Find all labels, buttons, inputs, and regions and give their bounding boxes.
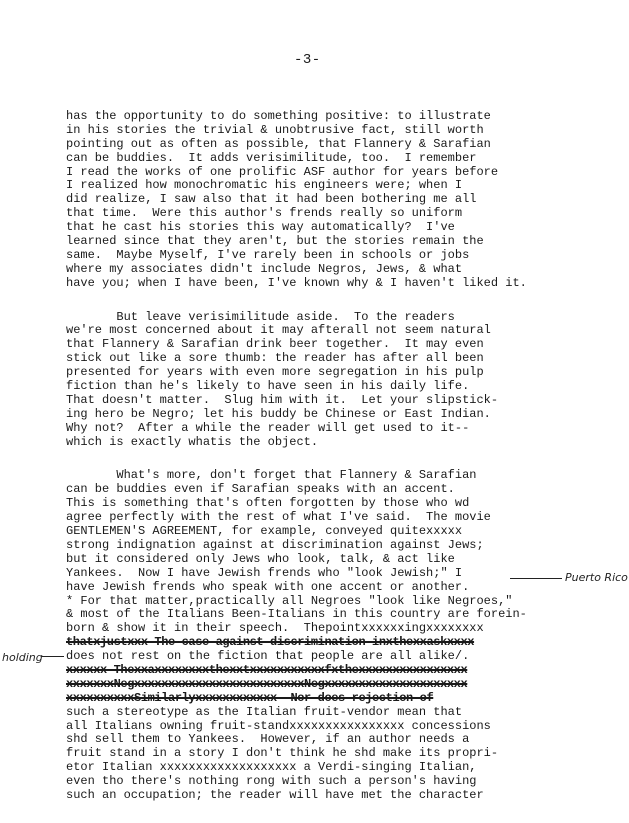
text-line: xxxxxxxxxxSimilarlyxxxxxxxxxxxx Nor does rejection of [66, 690, 434, 705]
text-line: I realized how monochromatic his engineers were; when I [66, 178, 463, 193]
text-line: * For that matter,practically all Negroes "look like Negroes," [66, 593, 513, 608]
text-line: did realize, I saw also that it had been bothering me all [66, 192, 477, 207]
text-line: xxxxxx Thexxaxxxxxxxxthexxtxxxxxxxxxxxfxthexxxxxxxxxxxxxxxx [66, 662, 468, 677]
text-line: even tho there's nothing rong with such a person's having [66, 774, 477, 789]
text-line: learned since that they aren't, but the stories remain the [66, 234, 484, 249]
text-line: fruit stand in a story I don't think he shd make its propri- [66, 746, 499, 761]
text-line: that time. Were this author's frends really so uniform [66, 206, 463, 221]
text-line: strong indignation against at discrimination against Jews; [66, 537, 484, 552]
text-line: same. Maybe Myself, I've rarely been in schools or jobs [66, 247, 470, 262]
text-line: fiction than he's likely to have seen in his daily life. [66, 379, 470, 394]
text-line: I read the works of one prolific ASF author for years before [66, 164, 499, 179]
text-line: That doesn't matter. Slug him with it. Let your slipstick- [66, 392, 499, 407]
text-line: etor Italian xxxxxxxxxxxxxxxxxxx a Verdi-singing Italian, [66, 760, 477, 775]
handwritten-margin-note-left: holding [2, 651, 43, 664]
text-line: xxxxxxxNegxxxxxxxxxxxxxxxxxxxxxxxxxNegxxxxxxxxxxxxxxxxxxxxx [66, 676, 468, 691]
text-line: shd sell them to Yankees. However, if an author needs a [66, 732, 470, 747]
page-number: -3- [294, 52, 321, 68]
text-line: can be buddies even if Sarafian speaks with an accent. [66, 482, 455, 497]
text-line: but it considered only Jews who look, talk, & act like [66, 551, 455, 566]
insertion-caret-line [510, 578, 562, 579]
text-line: does not rest on the fiction that people are all alike/. [66, 649, 470, 664]
text-line: that Flannery & Sarafian drink beer together. It may even [66, 337, 484, 352]
text-line: has the opportunity to do something positive: to illustrate [66, 109, 491, 123]
text-line: all Italians owning fruit-standxxxxxxxxxxxxxxxx concessions [66, 718, 491, 733]
text-line: presented for years with even more segregation in his pulp [66, 365, 484, 380]
text-line: which is exactly whatis the object. [66, 434, 319, 449]
text-line: & most of the Italians Been-Italians in this country are forein- [66, 607, 527, 622]
text-line: we're most concerned about it may afterall not seem natural [66, 323, 491, 338]
text-line: born & show it in their speech. Thepointxxxxxxingxxxxxxxx [66, 621, 484, 636]
text-line: have Jewish frends who speak with one accent or another. [66, 579, 470, 594]
text-line: such a stereotype as the Italian fruit-vendor mean that [66, 704, 463, 719]
text-line: This is something that's often forgotten by those who wd [66, 496, 470, 511]
text-line: that he cast his stories this way automatically? I've [66, 220, 455, 235]
text-line: pointing out as often as possible, that Flannery & Sarafian [66, 136, 491, 151]
text-line: can be buddies. It adds verisimilitude, too. I remember [66, 150, 477, 165]
handwritten-margin-note-right: Puerto Rico [565, 571, 628, 584]
text-line: have you; when I have been, I've known why & I haven't liked it. [66, 275, 527, 290]
text-line: Yankees. Now I have Jewish frends who "look Jewish;" I [66, 565, 463, 580]
text-line: But leave verisimilitude aside. To the readers [66, 309, 455, 324]
text-line: GENTLEMEN'S AGREEMENT, for example, conveyed quitexxxxx [66, 524, 463, 539]
text-line: in his stories the trivial & unobtrusive fact, still worth [66, 122, 484, 137]
text-line: agree perfectly with the rest of what I've said. The movie [66, 510, 491, 525]
text-line: Why not? After a while the reader will get used to it-- [66, 420, 470, 435]
paragraph [66, 110, 586, 291]
text-line: stick out like a sore thumb: the reader has after all been [66, 351, 484, 366]
text-line: What's more, don't forget that Flannery & Sarafian [66, 468, 477, 483]
paragraph [66, 469, 586, 802]
typewritten-letter-body [66, 110, 586, 823]
text-line: ing hero be Negro; let his buddy be Chinese or East Indian. [66, 406, 491, 421]
text-line: thatxjustxxx The case against discrimination inxthexxaskxxxx [66, 635, 475, 650]
margin-note-insertion-line [42, 656, 64, 657]
paragraph [66, 311, 586, 450]
text-line: such an occupation; the reader will have met the character [66, 787, 484, 802]
text-line: where my associates didn't include Negros, Jews, & what [66, 261, 463, 276]
